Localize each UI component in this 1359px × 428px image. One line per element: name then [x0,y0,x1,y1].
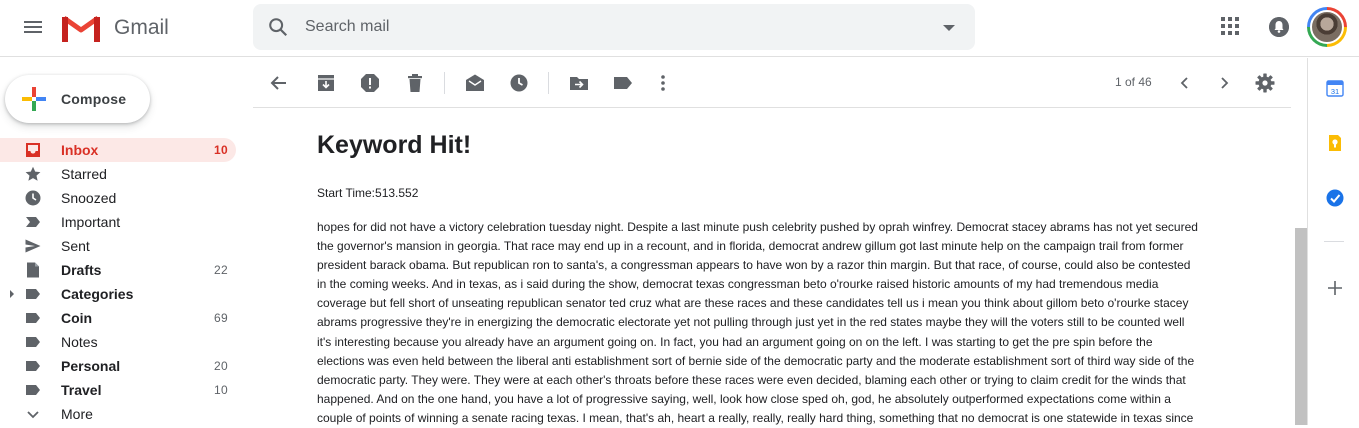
older-chevron-right-icon[interactable] [1214,73,1234,93]
clock-icon [25,190,41,206]
body-line: the governor's mansion in georgia. That race may end up in a recount, and in florida, democrat andrew gillum got last minute help on the campaign trail from former [317,239,1184,254]
sidebar-item-count: 20 [214,359,228,373]
archive-icon[interactable] [316,73,336,93]
body-line: coverage but fell short of unseating republican senator ted cruz what are these races and these candidates tell us i mean you think about gillom beto o'rourke stacey [317,296,1189,311]
search-bar[interactable] [253,4,975,50]
search-input[interactable] [305,12,905,42]
calendar-day: 31 [1330,87,1340,96]
back-arrow-icon[interactable] [269,73,289,93]
inbox-icon [25,142,41,158]
sidebar-item-starred[interactable] [0,162,240,186]
sidebar-item-travel[interactable] [0,378,240,402]
label-icon [25,310,41,326]
toolbar-divider [444,72,445,94]
chevron-down-icon [25,406,41,422]
sidebar-item-notes[interactable] [0,330,240,354]
sidebar-item-label: Notes [61,334,98,350]
keep-icon[interactable] [1326,134,1344,152]
add-addon-plus-icon[interactable] [1326,279,1344,297]
body-line: elections was even held between the liberal anti establishment sort of bernie side of the democratic party and the moderate establishment sort of third way side of the [317,353,1195,368]
mark-unread-icon[interactable] [465,73,485,93]
settings-gear-icon[interactable] [1255,73,1275,93]
side-panel-divider [1324,241,1344,242]
compose-plus-icon [22,87,46,111]
sidebar-item-sent[interactable] [0,234,240,258]
avatar-photo [1310,10,1344,44]
sidebar-item-count: 10 [214,143,228,157]
apps-grid-icon[interactable] [1221,17,1241,37]
body-line: in the coming weeks. And in texas, as i said during the show, democrat texas congressman beto o'rourke raised historic amounts of my had tremendous media [317,277,1159,292]
sidebar-item-coin[interactable] [0,306,240,330]
sidebar-item-label: More [61,406,93,422]
gmail-m-icon [62,14,100,42]
calendar-icon[interactable] [1326,79,1344,97]
main-menu-icon[interactable] [20,16,46,40]
body-line: happened. And on the one hand, you have a lot of progressive saying, well, look how close sped oh, god, he absolutely outperformed expectations come within a [317,391,1171,406]
sidebar-item-label: Drafts [61,262,102,278]
sidebar-item-snoozed[interactable] [0,186,240,210]
sidebar-item-inbox[interactable] [0,138,236,162]
sidebar-item-label: Coin [61,310,93,326]
label-as-icon[interactable] [613,73,633,93]
body-line: hopes for did not have a victory celebration tuesday night. Despite a last minute push celebrity pushed by oprah winfrey. Democrat stacey abrams has not yet secured [317,220,1198,234]
compose-button[interactable] [5,75,150,123]
message-toolbar [253,58,1291,108]
delete-icon[interactable] [405,73,425,93]
pagination-count: 1 of 46 [1115,75,1152,89]
gmail-logo[interactable] [62,13,169,43]
sidebar-item-count: 10 [214,383,228,397]
toolbar-divider [548,72,549,94]
sidebar-item-more[interactable] [0,402,240,426]
sidebar-item-important[interactable] [0,210,240,234]
sidebar-item-label: Sent [61,238,90,254]
important-icon [25,214,41,230]
sidebar-nav [0,138,240,426]
label-icon [25,358,41,374]
sidebar-item-label: Important [61,214,121,230]
label-icon [25,334,41,350]
draft-icon [25,262,41,278]
scrollbar-thumb[interactable] [1295,228,1307,425]
more-options-icon[interactable] [653,73,673,93]
body-line: abrams progressive they're in energizing the democratic electorate yet not pulling through just yet in the red states maybe they will the voters still to be counted well [317,315,1185,330]
compose-label: Compose [61,91,127,107]
newer-chevron-left-icon[interactable] [1175,73,1195,93]
body-line: it's interesting because you already have an argument going on. In fact, you had an argument going on on the left. I was starting to get the pre spin before the [317,334,1153,349]
sidebar-item-label: Travel [61,382,102,398]
sidebar-item-count: 22 [214,263,228,277]
move-to-icon[interactable] [569,73,589,93]
email-subject: Keyword Hit! [317,131,472,159]
sidebar-item-categories[interactable] [0,282,240,306]
expand-arrow-icon[interactable] [10,290,14,298]
star-icon [25,166,41,182]
sidebar-item-personal[interactable] [0,354,240,378]
sidebar-item-label: Starred [61,166,107,182]
start-time: Start Time:513.552 [317,186,419,200]
sidebar-item-label: Inbox [61,142,99,158]
sidebar-item-count: 69 [214,311,228,325]
tasks-icon[interactable] [1326,189,1344,207]
search-options-icon[interactable] [943,25,955,31]
body-line: democratic party. They were. They were at each other's throats before these races were even decided, blaming each other or trying to claim credit for the winds that [317,372,1186,387]
search-icon[interactable] [267,16,289,38]
body-line: couple of points of winning a senate racing texas. I mean, that's ah, heart a really, really, really hard thing, something that no democrat is one statewide in texas since [317,410,1194,425]
report-spam-icon[interactable] [360,73,380,93]
top-bar [0,0,1359,57]
sidebar-item-label: Snoozed [61,190,117,206]
body-line: president barack obama. But republican ron to santa's, a congressman appears to have won by a razor thin margin. But that race, of course, could also be contested [317,258,1191,273]
sidebar-item-label: Personal [61,358,121,374]
notifications-icon[interactable] [1269,17,1289,37]
sidebar-item-drafts[interactable] [0,258,240,282]
side-panel [1307,58,1359,425]
snooze-icon[interactable] [509,73,529,93]
email-body [317,218,1272,428]
sidebar-item-label: Categories [61,286,134,302]
app-name: Gmail [114,16,169,39]
label-icon [25,382,41,398]
account-avatar[interactable] [1307,7,1347,47]
send-icon [25,238,41,254]
label-icon [25,286,41,302]
